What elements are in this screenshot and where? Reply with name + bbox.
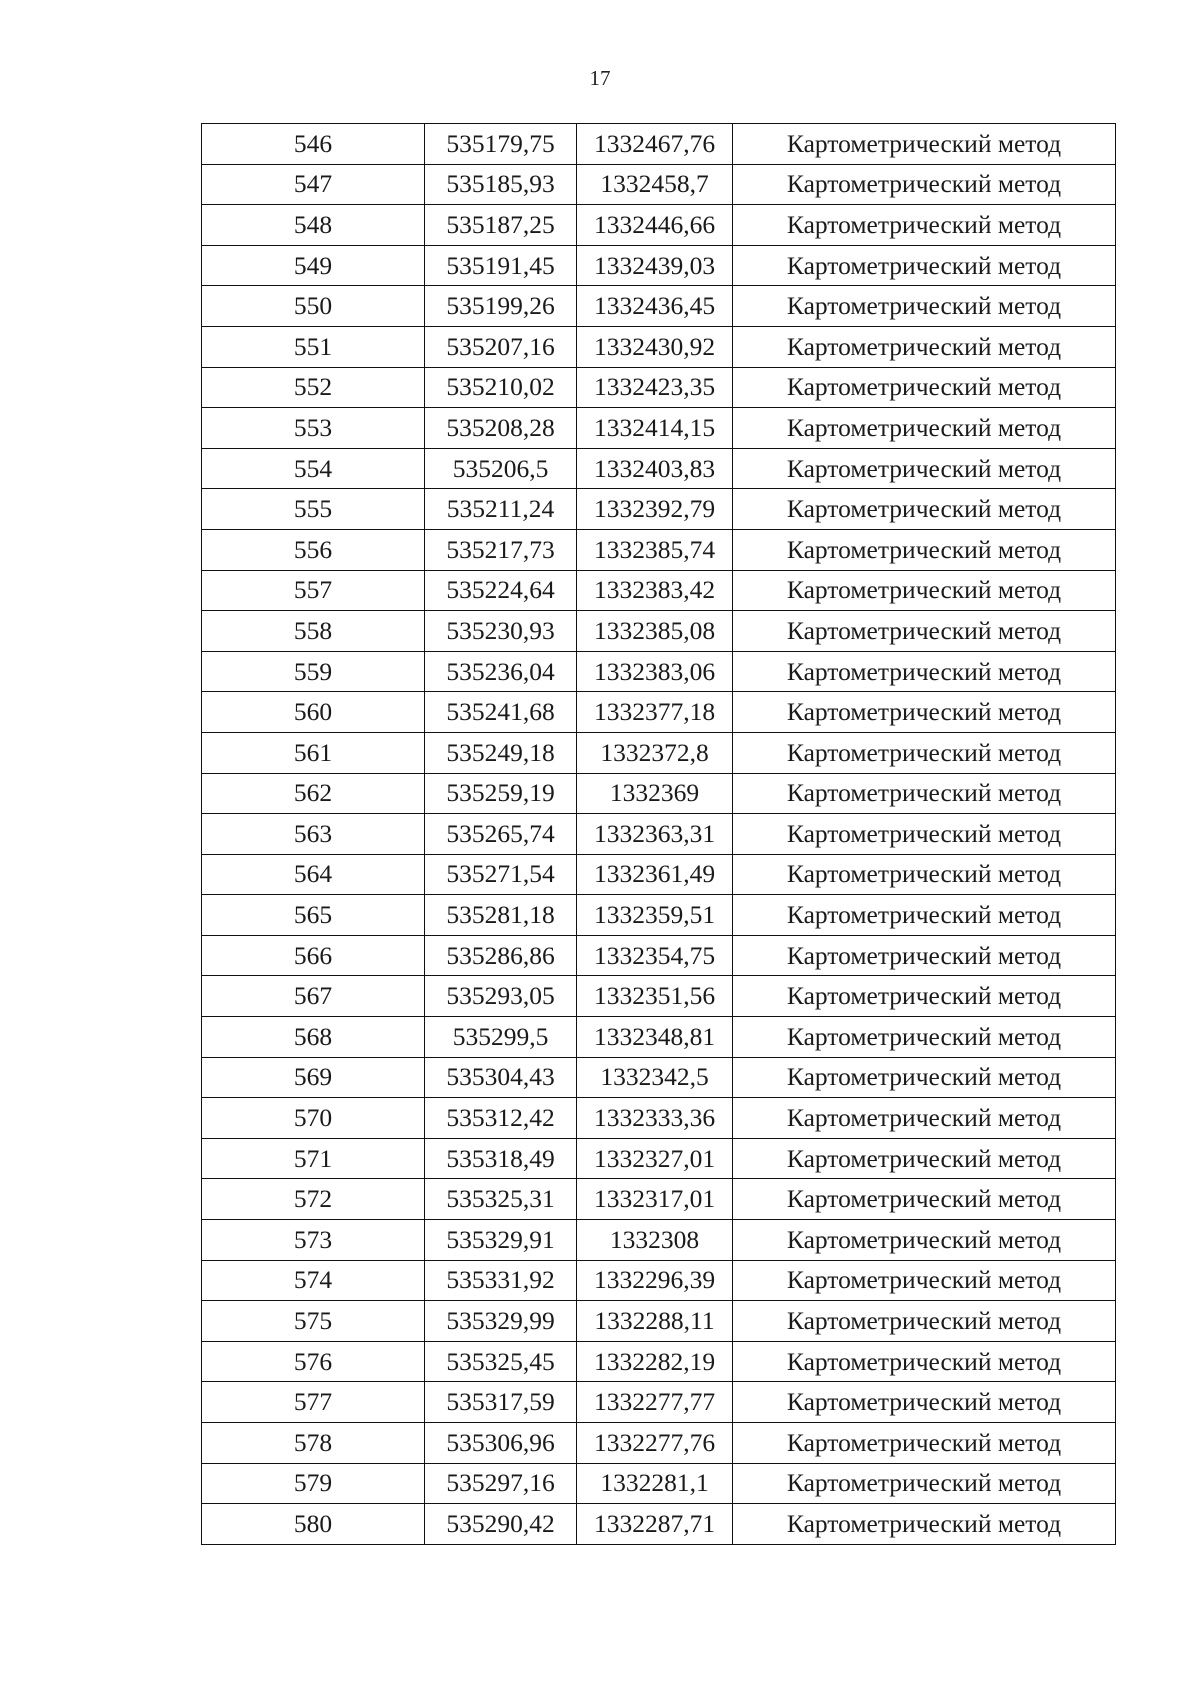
table-row	[202, 1017, 1116, 1058]
method-cell: Картометрический метод	[733, 854, 1116, 895]
method-cell: Картометрический метод	[733, 1423, 1116, 1464]
point-number-cell: 576	[202, 1341, 425, 1382]
table-row	[202, 1341, 1116, 1382]
method-cell: Картометрический метод	[733, 1504, 1116, 1545]
coordinates-table	[201, 123, 1116, 1545]
y-coordinate-cell: 1332414,15	[577, 408, 733, 449]
point-number-cell: 570	[202, 1098, 425, 1139]
method-cell: Картометрический метод	[733, 245, 1116, 286]
y-coordinate-cell: 1332327,01	[577, 1138, 733, 1179]
method-cell: Картометрический метод	[733, 1260, 1116, 1301]
method-cell: Картометрический метод	[733, 1220, 1116, 1261]
table-row	[202, 286, 1116, 327]
table-row	[202, 854, 1116, 895]
y-coordinate-cell: 1332308	[577, 1220, 733, 1261]
table-row	[202, 895, 1116, 936]
y-coordinate-cell: 1332363,31	[577, 814, 733, 855]
table-row	[202, 732, 1116, 773]
table-row	[202, 814, 1116, 855]
x-coordinate-cell: 535241,68	[425, 692, 577, 733]
table-row	[202, 976, 1116, 1017]
y-coordinate-cell: 1332458,7	[577, 164, 733, 205]
x-coordinate-cell: 535207,16	[425, 326, 577, 367]
point-number-cell: 557	[202, 570, 425, 611]
method-cell: Картометрический метод	[733, 408, 1116, 449]
table-row	[202, 408, 1116, 449]
method-cell: Картометрический метод	[733, 1179, 1116, 1220]
method-cell: Картометрический метод	[733, 367, 1116, 408]
x-coordinate-cell: 535297,16	[425, 1463, 577, 1504]
y-coordinate-cell: 1332361,49	[577, 854, 733, 895]
method-cell: Картометрический метод	[733, 732, 1116, 773]
point-number-cell: 548	[202, 205, 425, 246]
table-row	[202, 489, 1116, 530]
point-number-cell: 555	[202, 489, 425, 530]
x-coordinate-cell: 535265,74	[425, 814, 577, 855]
table-row	[202, 326, 1116, 367]
point-number-cell: 566	[202, 935, 425, 976]
x-coordinate-cell: 535325,31	[425, 1179, 577, 1220]
point-number-cell: 565	[202, 895, 425, 936]
point-number-cell: 573	[202, 1220, 425, 1261]
method-cell: Картометрический метод	[733, 895, 1116, 936]
method-cell: Картометрический метод	[733, 529, 1116, 570]
point-number-cell: 554	[202, 448, 425, 489]
table-row	[202, 1504, 1116, 1545]
x-coordinate-cell: 535318,49	[425, 1138, 577, 1179]
x-coordinate-cell: 535211,24	[425, 489, 577, 530]
x-coordinate-cell: 535331,92	[425, 1260, 577, 1301]
table-row	[202, 1057, 1116, 1098]
y-coordinate-cell: 1332439,03	[577, 245, 733, 286]
x-coordinate-cell: 535312,42	[425, 1098, 577, 1139]
point-number-cell: 552	[202, 367, 425, 408]
table-row	[202, 1301, 1116, 1342]
method-cell: Картометрический метод	[733, 1138, 1116, 1179]
table-row	[202, 1382, 1116, 1423]
table-row	[202, 205, 1116, 246]
method-cell: Картометрический метод	[733, 976, 1116, 1017]
x-coordinate-cell: 535286,86	[425, 935, 577, 976]
table-row	[202, 245, 1116, 286]
coordinates-table-body	[202, 124, 1116, 1545]
point-number-cell: 546	[202, 124, 425, 165]
point-number-cell: 569	[202, 1057, 425, 1098]
x-coordinate-cell: 535206,5	[425, 448, 577, 489]
point-number-cell: 562	[202, 773, 425, 814]
point-number-cell: 564	[202, 854, 425, 895]
y-coordinate-cell: 1332383,06	[577, 651, 733, 692]
point-number-cell: 556	[202, 529, 425, 570]
x-coordinate-cell: 535187,25	[425, 205, 577, 246]
table-row	[202, 124, 1116, 165]
method-cell: Картометрический метод	[733, 651, 1116, 692]
y-coordinate-cell: 1332377,18	[577, 692, 733, 733]
x-coordinate-cell: 535208,28	[425, 408, 577, 449]
x-coordinate-cell: 535249,18	[425, 732, 577, 773]
x-coordinate-cell: 535217,73	[425, 529, 577, 570]
point-number-cell: 579	[202, 1463, 425, 1504]
point-number-cell: 559	[202, 651, 425, 692]
table-row	[202, 1220, 1116, 1261]
table-row	[202, 1179, 1116, 1220]
method-cell: Картометрический метод	[733, 326, 1116, 367]
x-coordinate-cell: 535290,42	[425, 1504, 577, 1545]
table-row	[202, 773, 1116, 814]
point-number-cell: 577	[202, 1382, 425, 1423]
y-coordinate-cell: 1332436,45	[577, 286, 733, 327]
y-coordinate-cell: 1332392,79	[577, 489, 733, 530]
table-row	[202, 570, 1116, 611]
x-coordinate-cell: 535179,75	[425, 124, 577, 165]
point-number-cell: 578	[202, 1423, 425, 1464]
x-coordinate-cell: 535199,26	[425, 286, 577, 327]
table-row	[202, 1423, 1116, 1464]
table-row	[202, 164, 1116, 205]
y-coordinate-cell: 1332333,36	[577, 1098, 733, 1139]
table-row	[202, 1463, 1116, 1504]
table-row	[202, 1138, 1116, 1179]
x-coordinate-cell: 535281,18	[425, 895, 577, 936]
point-number-cell: 572	[202, 1179, 425, 1220]
point-number-cell: 563	[202, 814, 425, 855]
y-coordinate-cell: 1332423,35	[577, 367, 733, 408]
method-cell: Картометрический метод	[733, 935, 1116, 976]
method-cell: Картометрический метод	[733, 489, 1116, 530]
point-number-cell: 567	[202, 976, 425, 1017]
point-number-cell: 571	[202, 1138, 425, 1179]
table-row	[202, 935, 1116, 976]
method-cell: Картометрический метод	[733, 124, 1116, 165]
method-cell: Картометрический метод	[733, 286, 1116, 327]
y-coordinate-cell: 1332446,66	[577, 205, 733, 246]
y-coordinate-cell: 1332342,5	[577, 1057, 733, 1098]
y-coordinate-cell: 1332288,11	[577, 1301, 733, 1342]
y-coordinate-cell: 1332351,56	[577, 976, 733, 1017]
point-number-cell: 549	[202, 245, 425, 286]
y-coordinate-cell: 1332282,19	[577, 1341, 733, 1382]
y-coordinate-cell: 1332385,74	[577, 529, 733, 570]
x-coordinate-cell: 535224,64	[425, 570, 577, 611]
method-cell: Картометрический метод	[733, 1017, 1116, 1058]
y-coordinate-cell: 1332348,81	[577, 1017, 733, 1058]
x-coordinate-cell: 535304,43	[425, 1057, 577, 1098]
point-number-cell: 553	[202, 408, 425, 449]
method-cell: Картометрический метод	[733, 1301, 1116, 1342]
x-coordinate-cell: 535210,02	[425, 367, 577, 408]
y-coordinate-cell: 1332403,83	[577, 448, 733, 489]
x-coordinate-cell: 535191,45	[425, 245, 577, 286]
point-number-cell: 580	[202, 1504, 425, 1545]
method-cell: Картометрический метод	[733, 1057, 1116, 1098]
method-cell: Картометрический метод	[733, 773, 1116, 814]
y-coordinate-cell: 1332277,77	[577, 1382, 733, 1423]
y-coordinate-cell: 1332383,42	[577, 570, 733, 611]
point-number-cell: 550	[202, 286, 425, 327]
point-number-cell: 574	[202, 1260, 425, 1301]
x-coordinate-cell: 535230,93	[425, 611, 577, 652]
point-number-cell: 551	[202, 326, 425, 367]
point-number-cell: 561	[202, 732, 425, 773]
y-coordinate-cell: 1332281,1	[577, 1463, 733, 1504]
y-coordinate-cell: 1332430,92	[577, 326, 733, 367]
y-coordinate-cell: 1332359,51	[577, 895, 733, 936]
y-coordinate-cell: 1332354,75	[577, 935, 733, 976]
point-number-cell: 560	[202, 692, 425, 733]
x-coordinate-cell: 535306,96	[425, 1423, 577, 1464]
x-coordinate-cell: 535329,99	[425, 1301, 577, 1342]
x-coordinate-cell: 535317,59	[425, 1382, 577, 1423]
table-row	[202, 367, 1116, 408]
table-row	[202, 448, 1116, 489]
method-cell: Картометрический метод	[733, 1341, 1116, 1382]
method-cell: Картометрический метод	[733, 814, 1116, 855]
y-coordinate-cell: 1332277,76	[577, 1423, 733, 1464]
method-cell: Картометрический метод	[733, 164, 1116, 205]
table-row	[202, 529, 1116, 570]
method-cell: Картометрический метод	[733, 448, 1116, 489]
y-coordinate-cell: 1332369	[577, 773, 733, 814]
point-number-cell: 558	[202, 611, 425, 652]
y-coordinate-cell: 1332372,8	[577, 732, 733, 773]
point-number-cell: 568	[202, 1017, 425, 1058]
method-cell: Картометрический метод	[733, 692, 1116, 733]
table-row	[202, 1098, 1116, 1139]
y-coordinate-cell: 1332296,39	[577, 1260, 733, 1301]
x-coordinate-cell: 535185,93	[425, 164, 577, 205]
y-coordinate-cell: 1332467,76	[577, 124, 733, 165]
method-cell: Картометрический метод	[733, 570, 1116, 611]
table-row	[202, 651, 1116, 692]
method-cell: Картометрический метод	[733, 1382, 1116, 1423]
method-cell: Картометрический метод	[733, 611, 1116, 652]
method-cell: Картометрический метод	[733, 1098, 1116, 1139]
method-cell: Картометрический метод	[733, 205, 1116, 246]
x-coordinate-cell: 535293,05	[425, 976, 577, 1017]
y-coordinate-cell: 1332317,01	[577, 1179, 733, 1220]
method-cell: Картометрический метод	[733, 1463, 1116, 1504]
point-number-cell: 575	[202, 1301, 425, 1342]
x-coordinate-cell: 535236,04	[425, 651, 577, 692]
x-coordinate-cell: 535329,91	[425, 1220, 577, 1261]
table-row	[202, 692, 1116, 733]
x-coordinate-cell: 535299,5	[425, 1017, 577, 1058]
x-coordinate-cell: 535259,19	[425, 773, 577, 814]
table-row	[202, 1260, 1116, 1301]
table-row	[202, 611, 1116, 652]
y-coordinate-cell: 1332385,08	[577, 611, 733, 652]
x-coordinate-cell: 535271,54	[425, 854, 577, 895]
page-number: 17	[589, 66, 611, 90]
x-coordinate-cell: 535325,45	[425, 1341, 577, 1382]
y-coordinate-cell: 1332287,71	[577, 1504, 733, 1545]
point-number-cell: 547	[202, 164, 425, 205]
